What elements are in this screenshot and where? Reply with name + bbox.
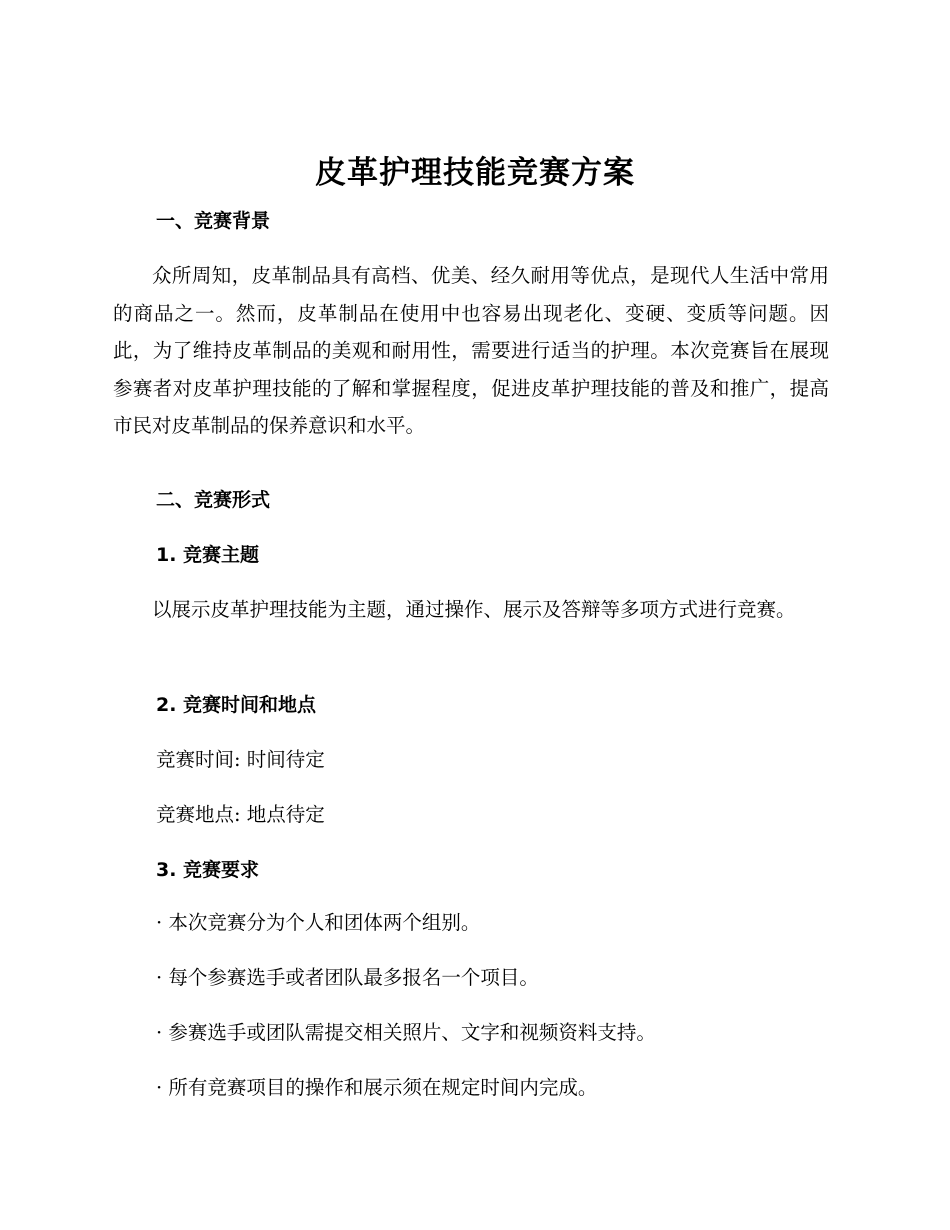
background-paragraph: 众所周知，皮革制品具有高档、优美、经久耐用等优点，是现代人生活中常用的商品之一。然而，皮革制品在使用中也容易出现老化、变硬、变质等问题。因此，为了维持皮革制品的美观和耐用性，需要进行适当的护理。本次竞赛旨在展现参赛者对皮革护理技能的了解和掌握程度，促进皮革护理技能的普及和推广，提高市民对皮革制品的保养意识和水平。 <box>113 264 829 437</box>
subheading-theme: 1. 竞赛主题 <box>156 544 260 566</box>
competition-place: 竞赛地点: 地点待定 <box>156 803 325 826</box>
subheading-time-place: 2. 竞赛时间和地点 <box>156 694 317 716</box>
requirement-item: · 参赛选手或团队需提交相关照片、文字和视频资料支持。 <box>156 1021 656 1044</box>
requirement-item: · 所有竞赛项目的操作和展示须在规定时间内完成。 <box>156 1076 598 1099</box>
subheading-requirements: 3. 竞赛要求 <box>156 859 260 881</box>
section-heading-background: 一、竞赛背景 <box>156 210 271 232</box>
theme-paragraph: 以展示皮革护理技能为主题，通过操作、展示及答辩等多项方式进行竞赛。 <box>152 598 796 621</box>
requirement-item: · 本次竞赛分为个人和团体两个组别。 <box>156 911 481 934</box>
section-heading-format: 二、竞赛形式 <box>156 489 271 511</box>
requirement-item: · 每个参赛选手或者团队最多报名一个项目。 <box>156 966 539 989</box>
competition-time: 竞赛时间: 时间待定 <box>156 748 325 771</box>
document-title: 皮革护理技能竞赛方案 <box>315 155 635 191</box>
